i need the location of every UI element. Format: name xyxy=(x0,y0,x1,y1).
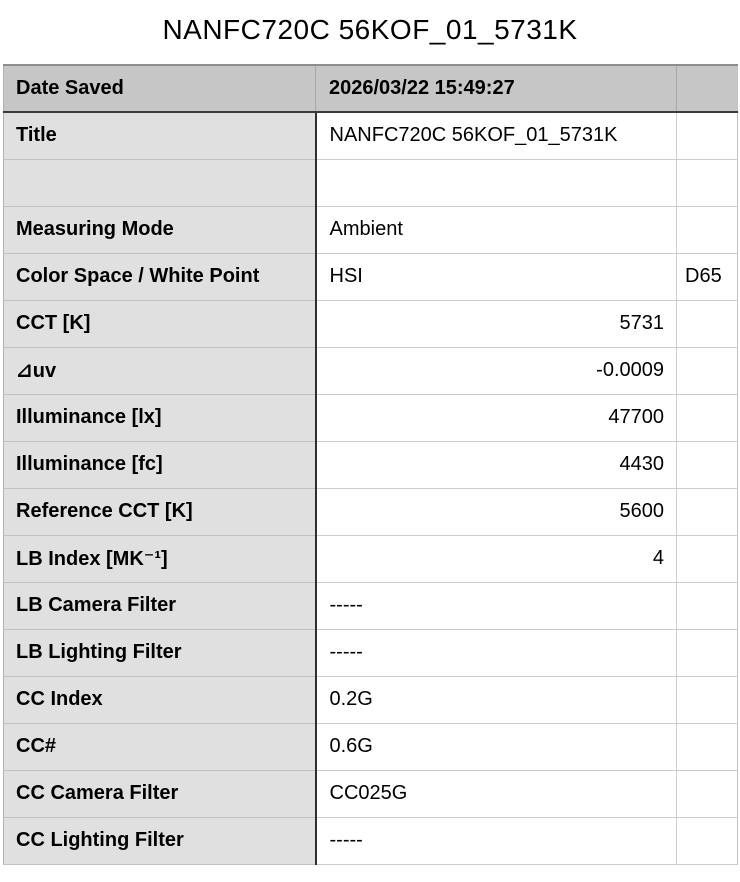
row-value-cell: 47700 xyxy=(316,394,677,441)
row-value-cell: 0.6G xyxy=(316,723,677,770)
row-value-cell: 2026/03/22 15:49:27 xyxy=(316,65,677,112)
row-value-cell: 4 xyxy=(316,535,677,582)
row-value-cell: Ambient xyxy=(316,206,677,253)
row-value-cell: 5731 xyxy=(316,300,677,347)
row-cc-number xyxy=(4,723,738,770)
row-illuminance-lx xyxy=(4,394,738,441)
row-label-cell: CC Index xyxy=(4,676,316,723)
row-delta-uv xyxy=(4,347,738,394)
row-lb-index xyxy=(4,535,738,582)
row-blank xyxy=(4,159,738,206)
row-label-cell: Title xyxy=(4,112,316,159)
row-label-cell: Date Saved xyxy=(4,65,316,112)
row-extra-cell xyxy=(677,535,738,582)
row-extra-cell xyxy=(677,629,738,676)
row-lb-lighting-filter xyxy=(4,629,738,676)
row-extra-cell xyxy=(677,817,738,864)
row-extra-cell xyxy=(677,206,738,253)
row-title xyxy=(4,112,738,159)
row-extra-cell xyxy=(677,347,738,394)
row-extra-cell xyxy=(677,300,738,347)
row-date-saved xyxy=(4,65,738,112)
row-value-cell: CC025G xyxy=(316,770,677,817)
row-label-cell: CC# xyxy=(4,723,316,770)
row-label-cell: CCT [K] xyxy=(4,300,316,347)
row-lb-camera-filter xyxy=(4,582,738,629)
row-extra-cell xyxy=(677,488,738,535)
row-reference-cct xyxy=(4,488,738,535)
row-label-cell: ⊿uv xyxy=(4,347,316,394)
row-illuminance-fc xyxy=(4,441,738,488)
row-measuring-mode xyxy=(4,206,738,253)
row-extra-cell xyxy=(677,441,738,488)
row-cct xyxy=(4,300,738,347)
row-extra-cell xyxy=(677,65,738,112)
row-label-cell: Reference CCT [K] xyxy=(4,488,316,535)
row-extra-cell xyxy=(677,159,738,206)
row-label-cell: CC Camera Filter xyxy=(4,770,316,817)
row-label-cell: Illuminance [lx] xyxy=(4,394,316,441)
row-label-cell: Color Space / White Point xyxy=(4,253,316,300)
row-value-cell: -0.0009 xyxy=(316,347,677,394)
row-value-cell: ----- xyxy=(316,582,677,629)
row-label-cell: LB Index [MK⁻¹] xyxy=(4,535,316,582)
page-title: NANFC720C 56KOF_01_5731K xyxy=(162,14,578,45)
row-label-cell: LB Camera Filter xyxy=(4,582,316,629)
row-label-cell xyxy=(4,159,316,206)
row-value-cell: HSI xyxy=(316,253,677,300)
row-extra-cell xyxy=(677,112,738,159)
row-extra-cell: D65 xyxy=(677,253,738,300)
row-cc-index xyxy=(4,676,738,723)
row-cc-camera-filter xyxy=(4,770,738,817)
row-extra-cell xyxy=(677,582,738,629)
row-extra-cell xyxy=(677,723,738,770)
row-color-space-white-point xyxy=(4,253,738,300)
measurement-data-table xyxy=(3,64,738,865)
row-cc-lighting-filter xyxy=(4,817,738,864)
row-extra-cell xyxy=(677,394,738,441)
row-value-cell: 4430 xyxy=(316,441,677,488)
measurement-report-page xyxy=(0,13,740,882)
row-value-cell: 5600 xyxy=(316,488,677,535)
row-value-cell: 0.2G xyxy=(316,676,677,723)
row-extra-cell xyxy=(677,676,738,723)
row-extra-cell xyxy=(677,770,738,817)
row-value-cell xyxy=(316,159,677,206)
row-label-cell: CC Lighting Filter xyxy=(4,817,316,864)
row-label-cell: Measuring Mode xyxy=(4,206,316,253)
row-label-cell: Illuminance [fc] xyxy=(4,441,316,488)
row-value-cell: NANFC720C 56KOF_01_5731K xyxy=(316,112,677,159)
row-value-cell: ----- xyxy=(316,817,677,864)
row-value-cell: ----- xyxy=(316,629,677,676)
row-label-cell: LB Lighting Filter xyxy=(4,629,316,676)
